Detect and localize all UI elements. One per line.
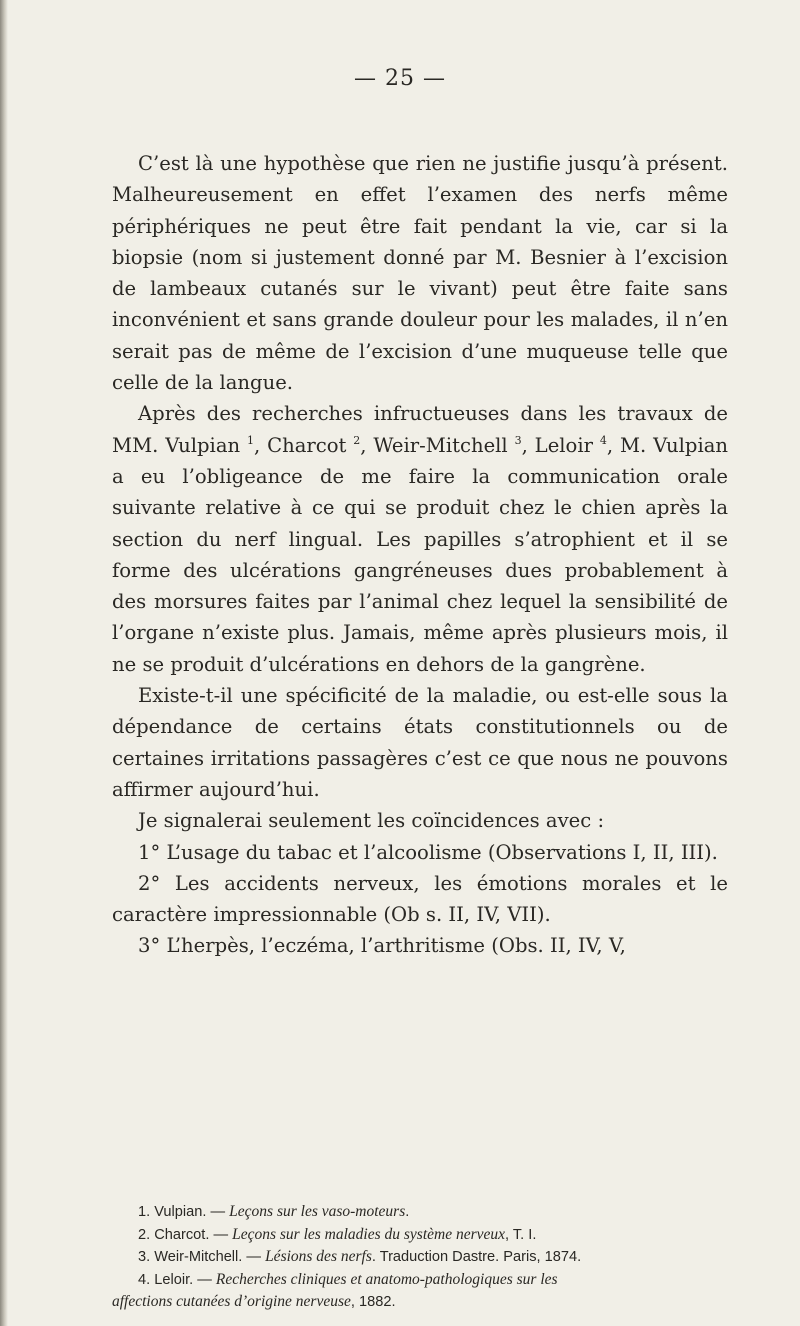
paragraph-text: , Leloir [521,433,600,457]
footnote-3 [112,1246,728,1269]
paragraph-coincidences: Je signalerai seulement les coïncidences avec : [138,809,605,833]
footnote-title: affections cutanées d’origine nerveuse [112,1293,351,1311]
footnote-number: 3. [138,1249,151,1266]
paragraph-recherches [112,398,728,680]
footnote-2 [112,1224,728,1247]
list-item-tabac: 1° L’usage du tabac et l’alcoolisme (Observations I, II, III). [138,840,718,864]
paragraph-text: , Weir-Mitchell [360,433,515,457]
footnote-title: Lésions des nerfs [265,1248,372,1266]
paragraph-text: , M. Vulpian a eu l’obligeance de me faire la communication orale suivante relative à ce qui se produit chez le chien après la section du nerf lingual. Les papilles s’atrophient et il se forme des ulcérations gangréneuses dues probablement à des morsures faites par l’animal chez lequel la sensibilité de l’organe n’existe plus. Jamais, même après plusieurs mois, il ne se produit d’ulcérations en dehors de la gangrène. [112,433,729,676]
footnote-ref: 1 [247,433,254,447]
paragraph-specificite: Existe-t-il une spécificité de la maladie, ou est-elle sous la dépendance de certains états constitutionnels ou de certaines irritations passagères c’est ce que nous ne pouvons affirmer aujourd’hui. [112,684,728,801]
paragraph-text: Après des recherches infructueuses dans les travaux de MM. Vulpian [112,402,728,457]
page-binding-edge [0,0,8,1326]
footnote-1 [112,1201,728,1224]
footnote-author: Leloir. — [154,1271,212,1288]
footnote-author: Weir-Mitchell. — [154,1249,261,1266]
footnote-rest: , T. I. [505,1226,537,1243]
footnote-author: Vulpian. — [154,1204,226,1220]
footnote-number: 2. [138,1226,151,1243]
paragraph-biopsie: C’est là une hypothèse que rien ne justifie jusqu’à présent. Malheureusement en effet l’examen des nerfs même périphériques ne peut être fait pendant la vie, car si la biopsie (nom si justement donné par M. Besnier à l’excision de lambeaux cutanés sur le vivant) peut être faite sans inconvénient et sans grande douleur pour les malades, il n’en serait pas de même de l’excision d’une muqueuse telle que celle de la langue. [112,152,728,395]
footnote-title: Leçons sur les vaso-moteurs [229,1203,406,1220]
paragraph-text: , Charcot [254,433,354,457]
list-item-herpes: 3° L’herpès, l’eczéma, l’arthritisme (Obs. II, IV, V, [138,934,626,958]
footnote-ref: 2 [353,433,361,447]
footnote-rest: . Traduction Dastre. Paris, 1874. [371,1249,582,1266]
footnote-4 [112,1269,728,1292]
footnote-rest: . [405,1204,410,1220]
footnote-rest: , 1882. [350,1294,396,1311]
footnotes [112,1201,728,1314]
page-number: — 25 — [354,66,446,91]
footnote-ref: 4 [599,433,607,447]
footnote-ref: 3 [514,433,522,447]
body-text [112,148,728,962]
footnote-title: Leçons sur les maladies du système nerveux [232,1225,506,1243]
footnote-author: Charcot. — [154,1226,229,1243]
footnote-4-continued [112,1291,728,1314]
footnote-number: 1. [138,1204,151,1220]
footnote-title: Recherches cliniques et anatomo-pathologiques sur les [215,1270,558,1288]
footnote-number: 4. [138,1271,151,1288]
list-item-nerveux: 2° Les accidents nerveux, les émotions morales et le caractère impressionnable (Ob s. II, IV, VII). [112,871,728,927]
